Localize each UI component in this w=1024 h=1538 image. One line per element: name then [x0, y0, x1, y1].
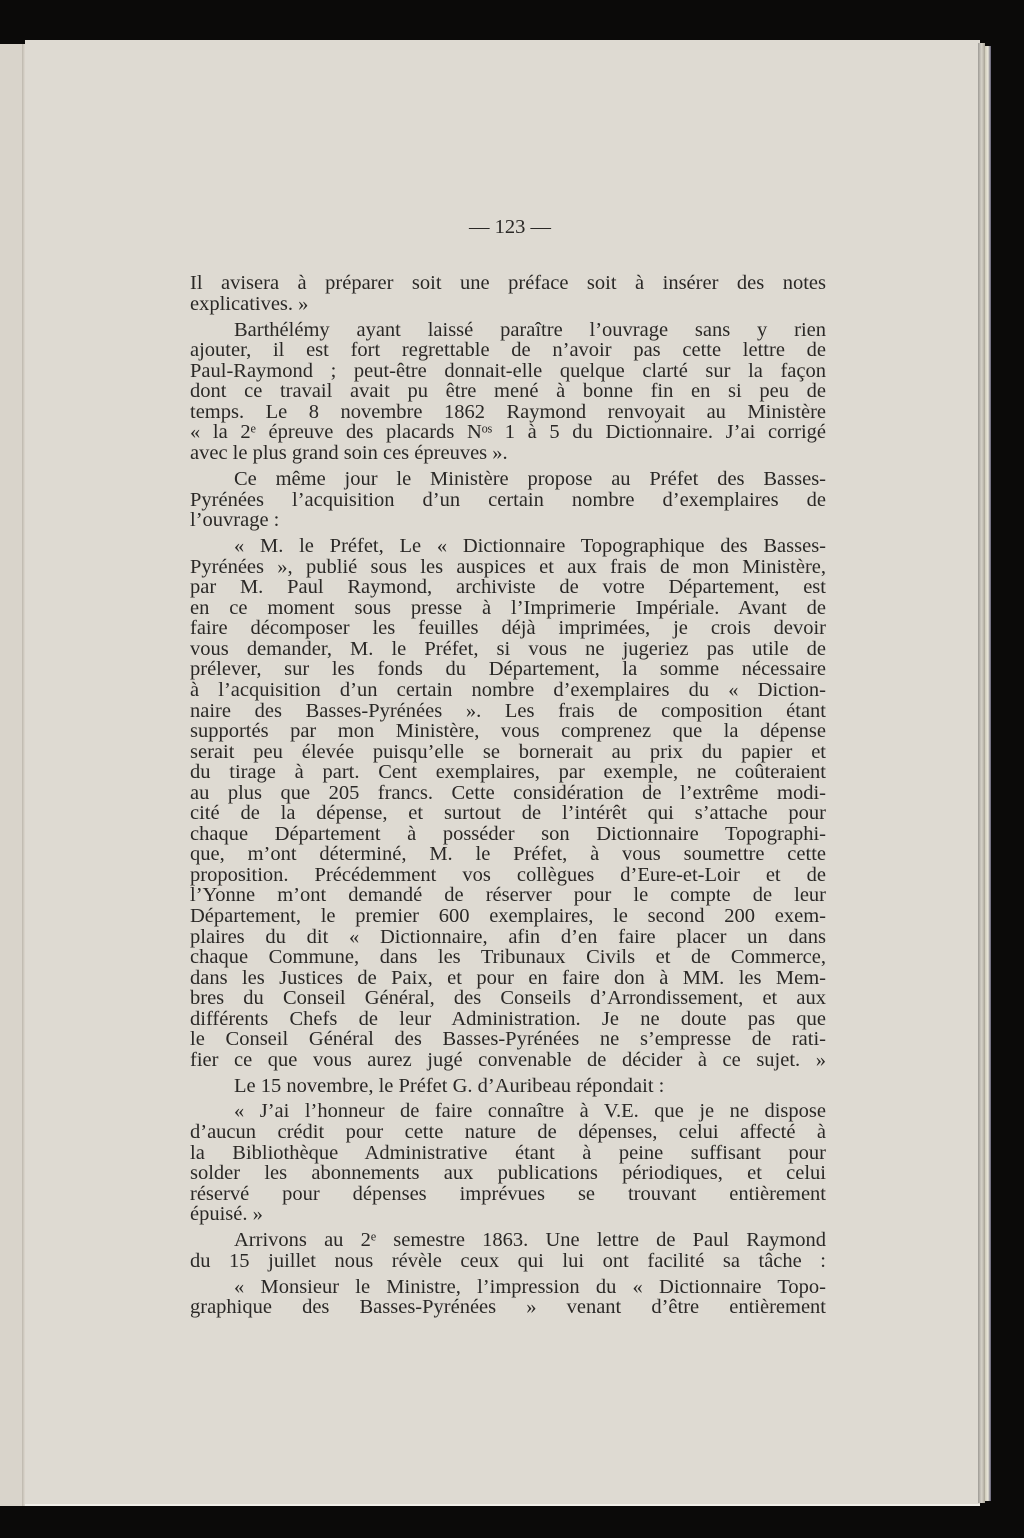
text-line: Département, le premier 600 exemplaires, le second 200 exem-: [190, 905, 826, 927]
text-line: dans les Justices de Paix, et pour en faire don à MM. les Mem-: [190, 966, 826, 989]
text-line: au plus que 205 francs. Cette considération de l’extrême modi-: [190, 781, 826, 804]
text-line: Pyrénées », publié sous les auspices et aux frais de mon Ministère,: [190, 555, 826, 578]
text-line: dont ce travail avait pu être mené à bonne fin en si peu de: [190, 380, 826, 403]
text-line: Barthélémy ayant laissé paraître l’ouvrage sans y rien: [234, 318, 826, 341]
text-line: ajouter, il est fort regrettable de n’avoir pas cette lettre de: [190, 339, 826, 362]
text-line: solder les abonnements aux publications périodiques, et celui: [190, 1162, 826, 1185]
text-line: chaque Commune, dans les Tribunaux Civils et de Commerce,: [190, 946, 826, 969]
text-line: Pyrénées l’acquisition d’un certain nombre d’exemplaires de: [190, 488, 826, 511]
text-line: en ce moment sous presse à l’Imprimerie Impériale. Avant de: [190, 596, 826, 619]
text-line: Paul-Raymond ; peut-être donnait-elle quelque clarté sur la façon: [190, 359, 826, 382]
text-line: proposition. Précédemment vos collègues d’Eure-et-Loir et de: [190, 863, 826, 886]
page-stack-edge: [985, 46, 991, 1501]
text-line: du tirage à part. Cent exemplaires, par exemple, ne coûteraient: [190, 761, 826, 784]
text-line: fier ce que vous aurez jugé convenable de décider à ce sujet. »: [190, 1048, 826, 1071]
text-line: épuisé. »: [190, 1203, 263, 1226]
text-line: bres du Conseil Général, des Conseils d’Arrondissement, et aux: [190, 987, 826, 1010]
text-line: cité de la dépense, et surtout de l’intérêt qui s’attache pour: [190, 802, 826, 825]
text-line: réservé pour dépenses imprévues se trouvant entièrement: [190, 1182, 826, 1205]
page-stack-edge: [978, 43, 985, 1503]
text-line: d’aucun crédit pour cette nature de dépenses, celui affecté à: [190, 1121, 826, 1143]
text-line: différents Chefs de leur Administration. Je ne doute pas que: [190, 1007, 826, 1030]
text-line: l’ouvrage :: [190, 509, 280, 532]
text-line: chaque Département à posséder son Dictionnaire Topographi-: [190, 822, 826, 845]
text-line: « M. le Préfet, Le « Dictionnaire Topographique des Basses-: [234, 535, 826, 558]
text-line: à l’acquisition d’un certain nombre d’exemplaires du « Diction-: [190, 678, 826, 701]
text-line: vous demander, M. le Préfet, si vous ne jugeriez pas utile de: [190, 637, 826, 660]
text-line: par M. Paul Raymond, archiviste de votre Département, est: [190, 576, 826, 599]
page-number: — 123 —: [469, 216, 551, 238]
text-line: le Conseil Général des Basses-Pyrénées ne s’empresse de rati-: [190, 1028, 826, 1051]
text-line: « Monsieur le Ministre, l’impression du « Dictionnaire Topo-: [234, 1275, 826, 1298]
text-line: faire décomposer les feuilles déjà imprimées, je crois devoir: [190, 617, 826, 640]
text-line: « J’ai l’honneur de faire connaître à V.E. que je ne dispose: [234, 1100, 826, 1123]
text-line: Arrivons au 2ᵉ semestre 1863. Une lettre de Paul Raymond: [234, 1229, 826, 1252]
text-line: avec le plus grand soin ces épreuves ».: [190, 441, 508, 464]
text-line: Il avisera à préparer soit une préface soit à insérer des notes: [190, 272, 826, 294]
text-line: explicatives. »: [190, 292, 309, 315]
text-line: temps. Le 8 novembre 1862 Raymond renvoyait au Ministère: [190, 400, 826, 423]
text-line: supportés par mon Ministère, vous comprenez que la dépense: [190, 720, 826, 742]
text-line: Le 15 novembre, le Préfet G. d’Auribeau répondait :: [234, 1074, 665, 1097]
text-line: du 15 juillet nous révèle ceux qui lui ont facilité sa tâche :: [190, 1249, 826, 1272]
text-line: graphique des Basses-Pyrénées » venant d’être entièrement: [190, 1296, 826, 1319]
text-line: serait peu élevée puisqu’elle se bornerait au prix du papier et: [190, 740, 826, 763]
text-line: que, m’ont déterminé, M. le Préfet, à vous soumettre cette: [190, 843, 826, 866]
text-line: la Bibliothèque Administrative étant à peine suffisant pour: [190, 1141, 826, 1164]
text-line: « la 2ᵉ épreuve des placards Nᵒˢ 1 à 5 du Dictionnaire. J’ai corrigé: [190, 421, 826, 444]
text-line: plaires du dit « Dictionnaire, afin d’en faire placer un dans: [190, 925, 826, 948]
text-line: naire des Basses-Pyrénées ». Les frais de composition étant: [190, 699, 826, 722]
left-page-edge: [0, 44, 24, 1506]
text-line: l’Yonne m’ont demandé de réserver pour le compte de leur: [190, 884, 826, 907]
text-line: prélever, sur les fonds du Département, la somme nécessaire: [190, 658, 826, 681]
text-line: Ce même jour le Ministère propose au Préfet des Basses-: [234, 468, 826, 490]
